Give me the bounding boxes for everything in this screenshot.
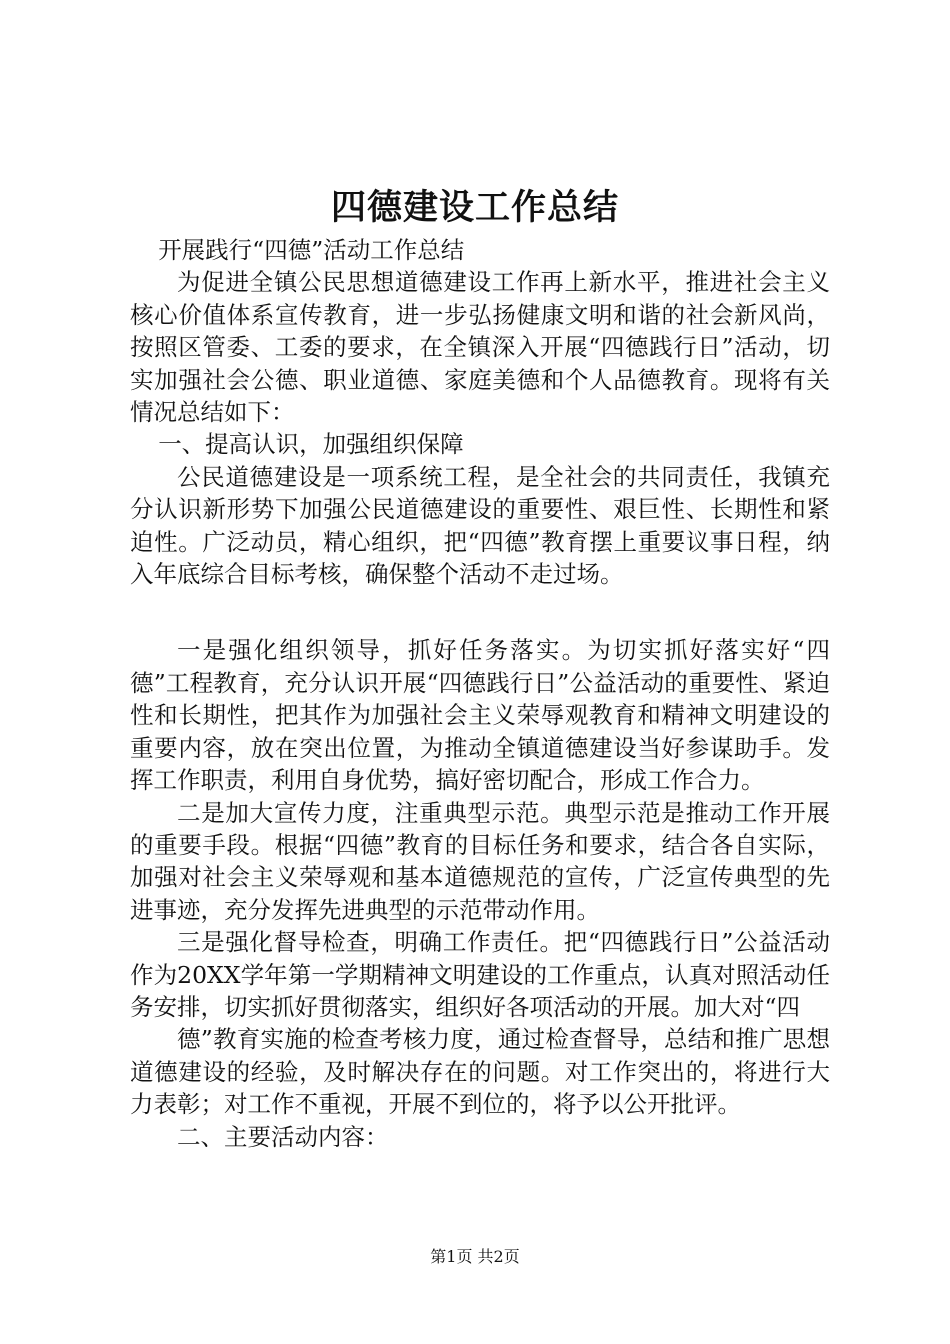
point-3-paragraph: 三是强化督导检查，明确工作责任。把“四德践行日”公益活动作为20XX学年第一学期精神文明建设的工作重点，认真对照活动任务安排，切实抓好贯彻落实，组织好各项活动的开展。加大对“四	[130, 928, 830, 1021]
page-footer: 第1页 共2页	[430, 1247, 520, 1266]
document-title: 四德建设工作总结	[330, 187, 619, 228]
point-3-continued-paragraph: 德”教育实施的检查考核力度，通过检查督导，总结和推广思想道德建设的经验，及时解决存在的问题。对工作突出的，将进行大力表彰；对工作不重视，开展不到位的，将予以公开批评。	[130, 1025, 830, 1119]
section-1-paragraph: 公民道德建设是一项系统工程，是全社会的共同责任，我镇充分认识新形势下加强公民道德建设的重要性、艰巨性、长期性和紧迫性。广泛动员，精心组织，把“四德”教育摆上重要议事日程，纳入年底综合目标考核，确保整个活动不走过场。	[130, 462, 830, 589]
point-2-paragraph: 二是加大宣传力度，注重典型示范。典型示范是推动工作开展的重要手段。根据“四德”教育的目标任务和要求，结合各自实际，加强对社会主义荣辱观和基本道德规范的宣传，广泛宣传典型的先进事迹，充分发挥先进典型的示范带动作用。	[130, 798, 830, 924]
intro-paragraph: 为促进全镇公民思想道德建设工作再上新水平，推进社会主义核心价值体系宣传教育，进一步弘扬健康文明和谐的社会新风尚，按照区管委、工委的要求，在全镇深入开展“四德践行日”活动，切实加强社会公德、职业道德、家庭美德和个人品德教育。现将有关情况总结如下：	[130, 268, 830, 427]
point-1-paragraph: 一是强化组织领导，抓好任务落实。为切实抓好落实好“四德”工程教育，充分认识开展“四德践行日”公益活动的重要性、紧迫性和长期性，把其作为加强社会主义荣辱观教育和精神文明建设的重要内容，放在突出位置，为推动全镇道德建设当好参谋助手。发挥工作职责，利用自身优势，搞好密切配合，形成工作合力。	[130, 636, 830, 795]
section-heading-1: 一、提高认识，加强组织保障	[158, 430, 464, 459]
document-body	[130, 234, 830, 1153]
subtitle-paragraph: 开展践行“四德”活动工作总结	[158, 236, 465, 264]
paragraph-gap	[130, 590, 830, 634]
section-heading-2: 二、主要活动内容：	[177, 1122, 389, 1151]
